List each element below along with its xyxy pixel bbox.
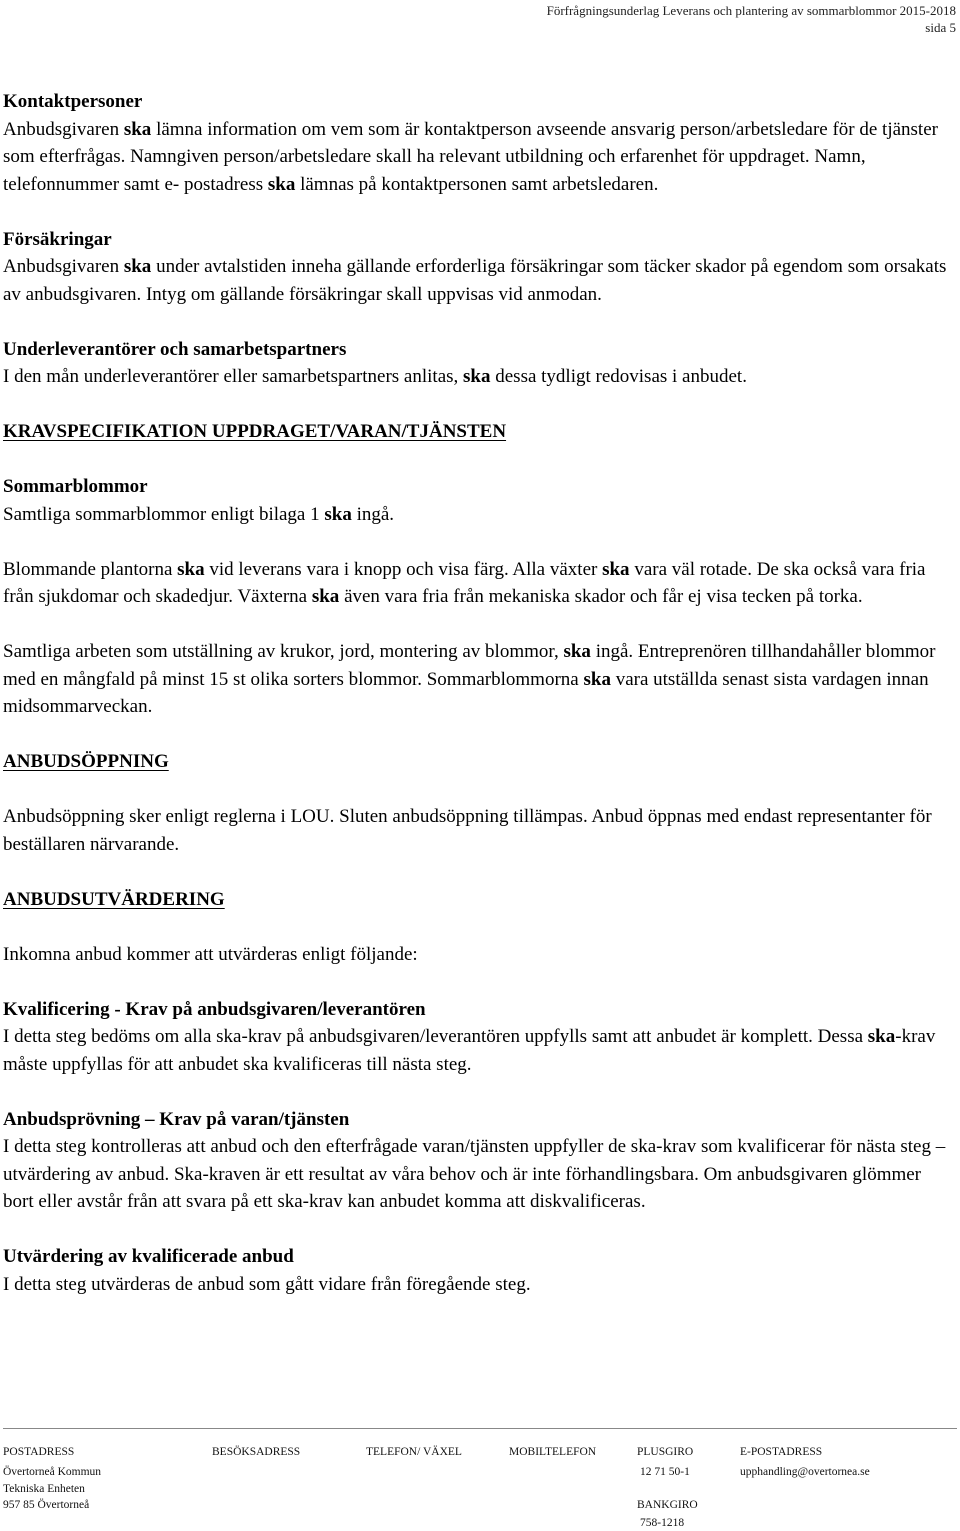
footer-address-line-2: Tekniska Enheten [3, 1483, 85, 1495]
section-heading-sommarblommor: Sommarblommor [3, 476, 148, 497]
document-header-title: Förfrågningsunderlag Leverans och plantering av sommarblommor 2015-2018 [546, 3, 956, 18]
footer-address-line-3: 957 85 Övertorneå [3, 1499, 90, 1511]
footer-address-line-1: Övertorneå Kommun [3, 1466, 102, 1478]
section-heading-utvardering: Utvärdering av kvalificerade anbud [3, 1246, 294, 1267]
paragraph-anbudsprovning: I detta steg kontrolleras att anbud och den efterfrågade varan/tjänsten uppfyller de ska-krav som kvalificerar för nästa steg – utvärdering av anbud. Ska-kraven är ett resultat av våra behov och är inte förhandlingsbara. Om anbudsgivaren glömmer bort eller avstår från att svara på ett ska-krav kan anbudet komma att diskvalificeras. [3, 1136, 946, 1212]
section-heading-kontaktpersoner: Kontaktpersoner [3, 91, 143, 112]
footer-label-besoksadress: BESÖKSADRESS [212, 1446, 301, 1458]
footer-bankgiro-value: 758-1218 [640, 1517, 685, 1529]
footer-label-bankgiro: BANKGIRO [637, 1499, 698, 1511]
paragraph-anbudsoppning: Anbudsöppning sker enligt reglerna i LOU. Sluten anbudsöppning tillämpas. Anbud öppnas med endast representanter för beställaren närvarande. [3, 806, 932, 855]
page-number: sida 5 [925, 20, 956, 35]
section-heading-kvalificering: Kvalificering - Krav på anbudsgivaren/leverantören [3, 998, 426, 1020]
footer-label-telefon: TELEFON/ VÄXEL [366, 1446, 462, 1458]
footer-label-postadress: POSTADRESS [3, 1446, 75, 1458]
footer-label-epost: E-POSTADRESS [740, 1446, 823, 1458]
paragraph-sommarblommor-2: Blommande plantorna ska vid leverans vara i knopp och visa färg. Alla växter ska vara väl rotade. De ska också vara fria från sjukdomar och skadedjur. Växterna ska även vara fria från mekaniska skador och får ej visa tecken på torka. [3, 558, 926, 607]
section-heading-anbudsutvardering: ANBUDSUTVÄRDERING [3, 888, 225, 910]
section-heading-anbudsoppning: ANBUDSÖPPNING [3, 751, 169, 772]
paragraph-sommarblommor-1: Samtliga sommarblommor enligt bilaga 1 ska ingå. [3, 503, 395, 525]
paragraph-kontaktpersoner: Anbudsgivaren ska lämna information om vem som är kontaktperson avseende ansvarig person/arbetsledare för de tjänster som efterfrågas. Namngiven person/arbetsledare skall ha relevant utbildning och erfarenhet för uppdraget. Namn, telefonnummer samt e- postadress ska lämnas på kontaktpersonen samt arbetsledaren. [3, 118, 938, 195]
section-heading-anbudsprovning: Anbudsprövning – Krav på varan/tjänsten [3, 1108, 350, 1130]
document-body [3, 88, 955, 1298]
section-heading-underleverantorer: Underleverantörer och samarbetspartners [3, 338, 347, 360]
paragraph-underleverantorer: I den mån underleverantörer eller samarbetspartners anlitas, ska dessa tydligt redovisas i anbudet. [3, 366, 747, 387]
paragraph-anbudsutvardering: Inkomna anbud kommer att utvärderas enligt följande: [3, 943, 418, 965]
footer-plusgiro-value: 12 71 50-1 [640, 1466, 690, 1478]
paragraph-utvardering: I detta steg utvärderas de anbud som gått vidare från föregående steg. [3, 1273, 531, 1295]
footer-label-plusgiro: PLUSGIRO [637, 1446, 694, 1458]
footer-email-value: upphandling@overtornea.se [740, 1466, 870, 1478]
paragraph-kvalificering: I detta steg bedöms om alla ska-krav på anbudsgivaren/leverantören uppfylls samt att anbudet är komplett. Dessa ska-krav måste uppfyllas för att anbudet ska kvalificeras till nästa steg. [3, 1026, 936, 1075]
paragraph-sommarblommor-3: Samtliga arbeten som utställning av krukor, jord, montering av blommor, ska ingå. Entreprenören tillhandahåller blommor med en mångfald på minst 15 st olika sorters blommor. Sommarblommorna ska vara utställda senast sista vardagen innan midsommarveckan. [3, 641, 936, 717]
footer-label-mobiltelefon: MOBILTELEFON [509, 1446, 597, 1458]
footer-divider [3, 1428, 957, 1429]
section-heading-forsakringar: Försäkringar [3, 228, 112, 250]
section-heading-kravspecifikation: KRAVSPECIFIKATION UPPDRAGET/VARAN/TJÄNSTEN [3, 421, 507, 442]
paragraph-forsakringar: Anbudsgivaren ska under avtalstiden inneha gällande erforderliga försäkringar som täcker skador på egendom som orsakats av anbudsgivaren. Intyg om gällande försäkringar skall uppvisas vid anmodan. [3, 256, 947, 305]
